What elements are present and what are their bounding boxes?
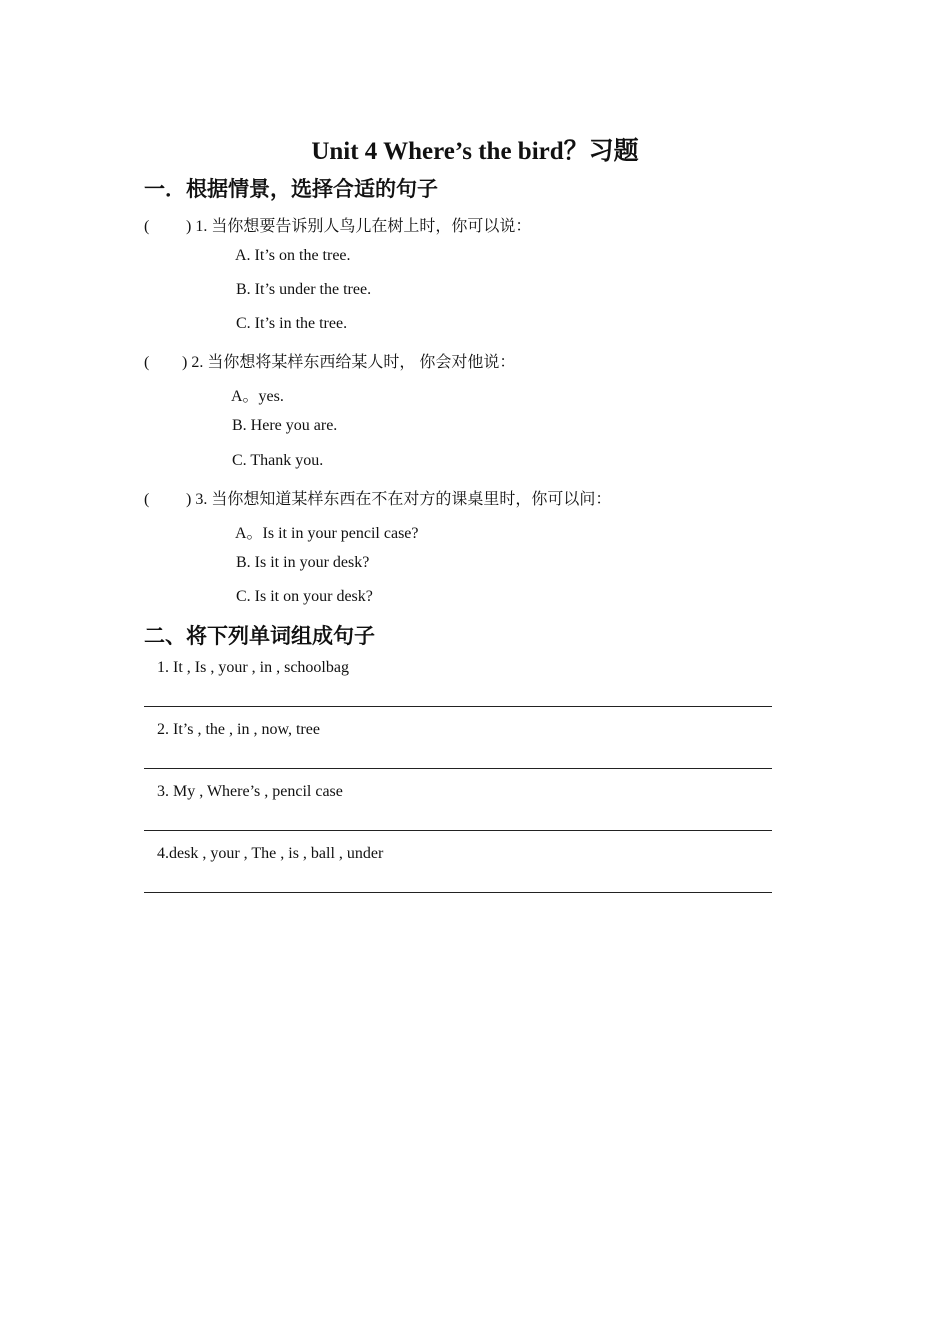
question-stem: ) 1. 当你想要告诉别人鸟儿在树上时，你可以说： — [186, 218, 532, 235]
answer-blank-open-paren: ( — [144, 491, 150, 508]
option-b: B. Here you are. — [232, 417, 338, 434]
answer-blank-open-paren: ( — [144, 218, 150, 235]
option-a: A。Is it in your pencil case? — [235, 525, 419, 542]
option-a: A. It’s on the tree. — [235, 247, 351, 264]
word-order-item-3: 3. My , Where’s , pencil case — [157, 783, 343, 800]
option-c: C. It’s in the tree. — [236, 315, 348, 332]
word-order-item-4: 4.desk , your , The , is , ball , under — [157, 845, 384, 862]
answer-line-2 — [144, 768, 772, 769]
option-c: C. Is it on your desk? — [236, 588, 373, 605]
question-stem: ) 2. 当你想将某样东西给某人时， 你会对他说： — [182, 354, 516, 371]
page-title: Unit 4 Where’s the bird？习题 — [311, 138, 639, 165]
word-order-item-2: 2. It’s , the , in , now, tree — [157, 721, 320, 738]
section2-heading: 二、将下列单词组成句子 — [144, 624, 375, 648]
section1-heading: 一．根据情景，选择合适的句子 — [144, 177, 438, 201]
answer-line-4 — [144, 892, 772, 893]
answer-blank-open-paren: ( — [144, 354, 150, 371]
option-a: A。yes. — [231, 388, 284, 405]
answer-line-3 — [144, 830, 772, 831]
answer-line-1 — [144, 706, 772, 707]
option-c: C. Thank you. — [232, 452, 324, 469]
question-3 — [144, 486, 611, 509]
word-order-item-1: 1. It , Is , your , in , schoolbag — [157, 659, 349, 676]
option-b: B. Is it in your desk? — [236, 554, 370, 571]
question-stem: ) 3. 当你想知道某样东西在不在对方的课桌里时，你可以问： — [186, 491, 612, 508]
question-2 — [144, 349, 515, 372]
question-1 — [144, 213, 531, 236]
option-b: B. It’s under the tree. — [236, 281, 372, 298]
